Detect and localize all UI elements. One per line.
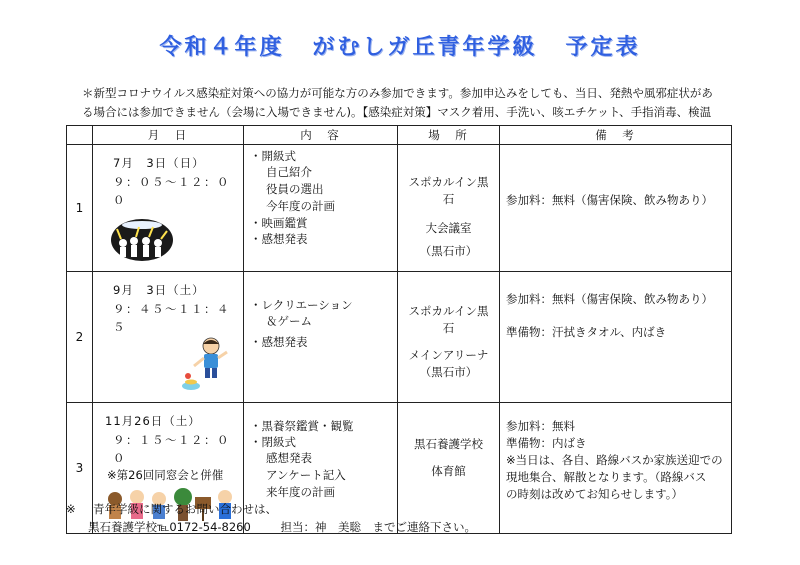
row-number: 3 <box>67 403 93 534</box>
footer-line-1 <box>66 500 476 518</box>
footer-phone: 黒石養護学校℡0172-54-8260 <box>88 520 251 534</box>
notice <box>82 84 732 122</box>
place-city: （黒石市） <box>419 365 478 379</box>
header-num <box>67 126 93 145</box>
content-cell <box>244 272 398 403</box>
title-year: 令和４年度 <box>159 35 285 60</box>
place-name: スポカルイン黒石 <box>408 304 489 335</box>
date-text: 7月 3日（日） <box>113 156 205 170</box>
header-date: 月 日 <box>93 126 244 145</box>
content-item: ・映画鑑賞 <box>250 216 308 230</box>
time-text: ９：１５～１２：００ <box>113 433 230 465</box>
table-row <box>67 272 732 403</box>
footer-line-2 <box>66 518 476 536</box>
content-item: 来年度の計画 <box>266 485 335 499</box>
place-name: スポカルイン黒石 <box>408 175 489 206</box>
content-item: ・感想発表 <box>250 335 308 349</box>
remarks-cell <box>500 145 732 272</box>
place-cell <box>398 272 500 403</box>
row-number: 1 <box>67 145 93 272</box>
date-text: 11月26日（土） <box>105 414 201 428</box>
place-room: 体育館 <box>431 464 466 478</box>
remark-line: 準備物：汗拭きタオル、内ばき <box>506 325 667 339</box>
content-item: アンケート記入 <box>266 468 346 482</box>
place-room: メインアリーナ <box>408 348 489 362</box>
extra-note: ※第26回同窓会と併催 <box>107 468 224 482</box>
table-header-row <box>67 126 732 145</box>
header-content: 内 容 <box>244 126 398 145</box>
content-item: ・閉級式 <box>250 435 296 449</box>
content-item: ・レクリエーション <box>250 298 353 312</box>
footer-inquiry: 青年学級に関するお問い合わせは、 <box>92 502 277 516</box>
remark-line: 準備物：内ばき <box>506 436 587 450</box>
content-cell <box>244 145 398 272</box>
title-schedule: 予定表 <box>565 35 641 60</box>
title-class-name: がむしガ丘青年学級 <box>312 35 538 60</box>
remark-line: 参加料：無料 <box>506 419 575 433</box>
remarks-cell <box>500 403 732 534</box>
place-room: 大会議室 <box>425 221 472 235</box>
place-cell <box>398 145 500 272</box>
remarks-cell <box>500 272 732 403</box>
place-city: （黒石市） <box>419 244 478 258</box>
concert-illustration <box>99 209 237 268</box>
footer <box>66 500 476 536</box>
header-remarks: 備 考 <box>500 126 732 145</box>
footer-mark: ※ <box>66 502 76 516</box>
content-item: ・開級式 <box>250 149 296 163</box>
notice-line-2: る場合には参加できません（会場に入場できません)。【感染症対策】マスク着用、手洗い、咳エチケット、手指消毒、検温 <box>82 105 712 119</box>
content-item: 自己紹介 <box>266 165 312 179</box>
date-text: 9月 3日（土） <box>113 283 205 297</box>
kids-playing-illustration <box>99 336 237 399</box>
remark-line: 現地集合、解散となります。（路線バス <box>506 470 707 484</box>
row-number: 2 <box>67 272 93 403</box>
content-item: 感想発表 <box>266 451 312 465</box>
date-cell <box>93 272 244 403</box>
time-text: ９：０５～１２：００ <box>113 175 230 207</box>
content-item: ・黒養祭鑑賞・観覧 <box>250 419 354 433</box>
content-item: ・感想発表 <box>250 232 308 246</box>
table-row <box>67 145 732 272</box>
notice-line-1: ＊新型コロナウイルス感染症対策への協力が可能な方のみ参加できます。参加申込みをしても、当日、発熱や風邪症状があ <box>82 86 713 100</box>
content-item: ＆ゲーム <box>266 314 312 328</box>
schedule-table <box>66 125 732 534</box>
header-place: 場 所 <box>398 126 500 145</box>
place-name: 黒石養護学校 <box>414 437 483 451</box>
remark-line: 参加料：無料（傷害保険、飲み物あり） <box>506 193 713 207</box>
content-item: 役員の選出 <box>266 182 324 196</box>
page-title <box>0 30 800 61</box>
content-item: 今年度の計画 <box>266 199 335 213</box>
remark-line: の時刻は改めてお知らせします。） <box>506 487 683 501</box>
footer-contact: 担当：神 美聡 までご連絡下さい。 <box>280 520 476 534</box>
time-text: ９：４５～１１：４５ <box>113 302 230 334</box>
remark-line: 参加料：無料（傷害保険、飲み物あり） <box>506 292 713 306</box>
remark-line: ※当日は、各自、路線バスか家族送迎での <box>506 453 723 467</box>
date-cell <box>93 145 244 272</box>
